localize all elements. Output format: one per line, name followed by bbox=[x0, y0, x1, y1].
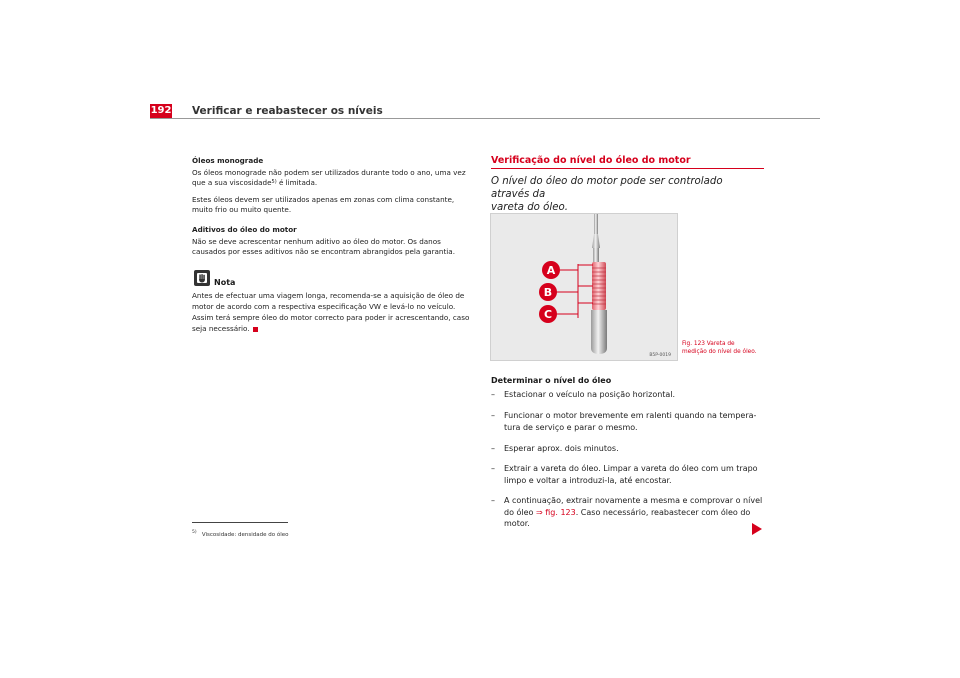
step-1: – Estacionar o veículo na posição horizontal. bbox=[491, 390, 676, 399]
step-3: – Esperar aprox. dois minutos. bbox=[491, 444, 619, 453]
step-4: – Extrair a vareta do óleo. Limpar a vareta do óleo com um trapo limpo e voltar a introduzi-la, até encostar. bbox=[491, 464, 758, 485]
page-number: 192 bbox=[150, 105, 172, 116]
section-title: Verificação do nível do óleo do motor bbox=[491, 155, 691, 166]
para1-line1: Os óleos monograde não podem ser utilizados durante todo o ano, uma vez bbox=[192, 168, 466, 177]
running-header-title: Verificar e reabastecer os níveis bbox=[192, 105, 383, 117]
heading-additives: Aditivos do óleo do motor bbox=[192, 225, 297, 234]
callout-a-label: A bbox=[546, 264, 556, 277]
footnote-ref[interactable]: 5) bbox=[271, 179, 277, 185]
para3-line1: Não se deve acrescentar nenhum aditivo ao óleo do motor. Os danos bbox=[192, 237, 441, 246]
para2-line2: muito frio ou muito quente. bbox=[192, 205, 292, 214]
header-divider bbox=[150, 118, 820, 119]
step-5: – A continuação, extrair novamente a mesma e comprovar o nível do óleo ⇒ fig. 123. Caso necessário, reabastecer com óleo do motor. bbox=[491, 496, 763, 528]
note-line2: motor de acordo com a respectiva especificação VW e levá-lo no veículo. bbox=[192, 302, 456, 311]
section-intro: O nível do óleo do motor pode ser controlado através da vareta do óleo. bbox=[491, 176, 723, 213]
note-line1: Antes de efectuar uma viagem longa, recomenda-se a aquisição de óleo de bbox=[192, 291, 465, 300]
end-of-section-marker bbox=[253, 327, 258, 332]
callout-b-label: B bbox=[543, 286, 553, 299]
next-page-arrow-icon[interactable] bbox=[752, 523, 762, 535]
steps-title: Determinar o nível do óleo bbox=[491, 376, 612, 385]
section-title-rule bbox=[491, 168, 764, 169]
footnote: $^{5)}$ Viscosidade: densidade do óleo bbox=[192, 530, 289, 538]
note-line4: seja necessário. bbox=[192, 324, 258, 335]
para2-line1: Estes óleos devem ser utilizados apenas em zonas com clima constante, bbox=[192, 195, 455, 204]
para1-line2: que a sua viscosidade$^{5)}$ é limitada. bbox=[192, 178, 318, 187]
callout-c-label: C bbox=[543, 308, 553, 321]
figure-dipstick bbox=[490, 213, 678, 361]
note-icon bbox=[194, 270, 210, 286]
step-2: – Funcionar o motor brevemente em ralenti quando na tempera- tura de serviço e parar o mesmo. bbox=[491, 411, 757, 432]
para3-line2: causados por esses aditivos não se encontram abrangidos pela garantia. bbox=[192, 247, 455, 256]
note-line3: Assim terá sempre óleo do motor correcto para poder ir acrescentando, caso bbox=[192, 313, 470, 322]
footnote-divider bbox=[192, 522, 288, 523]
figure-link[interactable]: ⇒ fig. 123 bbox=[536, 507, 576, 517]
heading-monograde: Óleos monograde bbox=[192, 156, 264, 165]
dipstick-illustration bbox=[491, 214, 677, 360]
figure-caption: Fig. 123 Vareta de medição do nível de óleo. bbox=[682, 341, 757, 355]
figure-code: B5P-0019 bbox=[649, 353, 671, 358]
note-title: Nota bbox=[214, 278, 236, 287]
